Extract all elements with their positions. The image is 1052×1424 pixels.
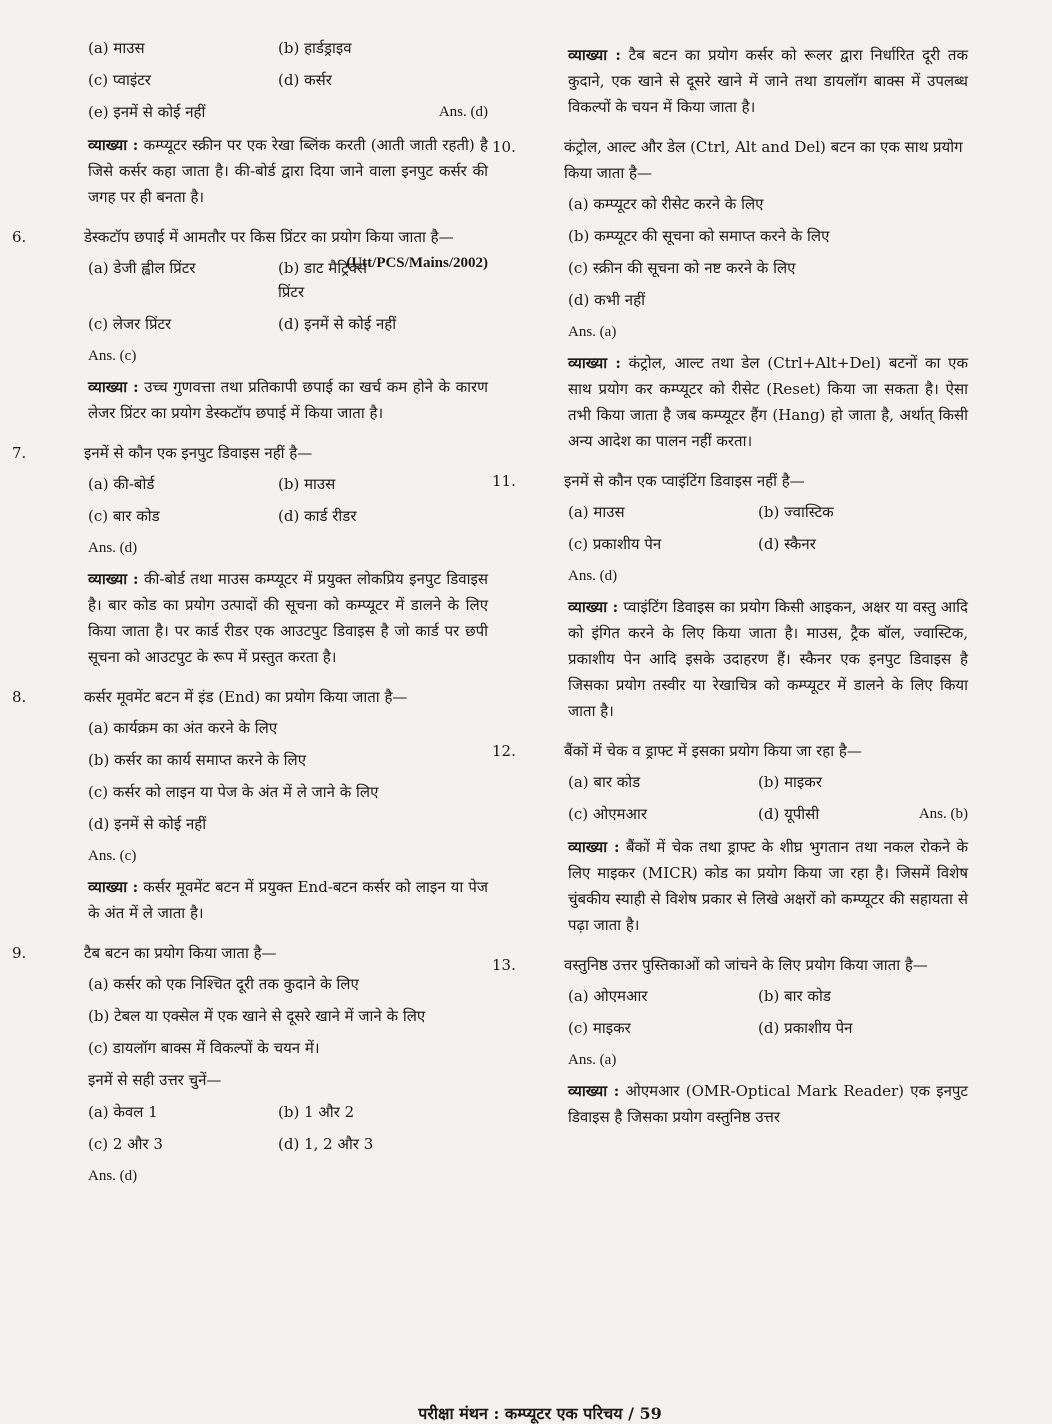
option-a: (a) बार कोड [568,773,641,791]
explanation-label: व्याख्या : [568,838,620,856]
left-column [12,36,488,1194]
question-stem: बैंकों में चेक व ड्राफ्ट में इसका प्रयोग किया जा रहा है— [564,742,862,760]
option-c: (c) प्वाइंटर [88,71,151,89]
question-number: 9. [12,944,27,962]
option-b: (b) माइकर [758,773,822,791]
option-e: (e) इनमें से कोई नहीं [88,103,206,121]
option-c: (c) कर्सर को लाइन या पेज के अंत में ले जाने के लिए [88,783,379,801]
explanation-text: बैंकों में चेक तथा ड्राफ्ट के शीघ्र भुगतान तथा नकल रोकने के लिए माइकर (MICR) कोड का प्रयोग किया जा रहा है। जिसमें विशेष चुंबकीय स्याही से विशेष प्रकार से लिखे अक्षरों को कम्प्यूटर की सहायता से पढ़ा जाता है। [568,838,968,934]
explanation [88,566,488,670]
explanation [88,874,488,926]
question-11 [492,468,968,724]
option-b: (b) कर्सर का कार्य समाप्त करने के लिए [88,751,307,769]
question-13 [492,952,968,1130]
option-a: (a) माउस [568,503,625,521]
option-b: (b) ज्वास्टिक [758,503,834,521]
option-d: (d) कर्सर [278,71,332,89]
option-d: (d) प्रकाशीय पेन [758,1019,853,1037]
explanation-text: कर्सर मूवमेंट बटन में प्रयुक्त End-बटन कर्सर को लाइन या पेज के अंत में ले जाता है। [88,878,488,922]
explanation-label: व्याख्या : [568,598,619,616]
question-10 [492,134,968,454]
answer: Ans. (d) [88,1168,138,1184]
explanation [568,350,968,454]
choice-b: (b) 1 और 2 [278,1103,355,1121]
question-12 [492,738,968,938]
option-b: (b) डाट मैट्रिक्स प्रिंटर [278,259,367,301]
answer: Ans. (d) [88,540,138,556]
explanation-text: कंट्रोल, आल्ट तथा डेल (Ctrl+Alt+Del) बटनों का एक साथ प्रयोग कर कम्प्यूटर को रीसेट (Reset) किया जा सकता है। ऐसा तभी किया जाता है जब कम्प्यूटर हैंग (Hang) हो जाता है, अर्थात् किसी अन्य आदेश का पालन नहीं करता। [568,354,968,450]
question-stem: डेस्कटॉप छपाई में आमतौर पर किस प्रिंटर का प्रयोग किया जाता है— [84,228,454,246]
option-d: (d) कार्ड रीडर [278,507,357,525]
statement-c: (c) डायलॉग बाक्स में विकल्पों के चयन में। [88,1039,320,1057]
answer: Ans. (c) [88,348,137,364]
option-c: (c) प्रकाशीय पेन [568,535,662,553]
explanation [88,132,488,210]
choice-d: (d) 1, 2 और 3 [278,1135,374,1153]
page-footer: परीक्षा मंथन : कम्प्यूटर एक परिचय / 59 [418,1404,662,1423]
explanation [568,834,968,938]
explanation-text: ओएमआर (OMR-Optical Mark Reader) एक इनपुट डिवाइस है जिसका प्रयोग वस्तुनिष्ठ उत्तर [568,1082,968,1126]
explanation-label: व्याख्या : [88,570,139,588]
option-a: (a) डेजी ह्वील प्रिंटर [88,259,196,277]
instruction: इनमें से सही उत्तर चुनें— [88,1071,222,1089]
question-9-explanation [568,42,968,120]
explanation-text: की-बोर्ड तथा माउस कम्प्यूटर में प्रयुक्त लोकप्रिय इनपुट डिवाइस है। बार कोड का प्रयोग उत्पादों की सूचना को कम्प्यूटर में डालने के लिए किया जाता है। पर कार्ड रीडर एक आउटपुट डिवाइस है जो कार्ड पर छपी सूचना को आउटपुट के रूप में प्रस्तुत करता है। [88,570,488,666]
question-number: 8. [12,688,27,706]
question-stem: कर्सर मूवमेंट बटन में इंड (End) का प्रयोग किया जाता है— [84,688,408,706]
explanation-label: व्याख्या : [88,136,139,154]
question-number: 7. [12,444,27,462]
question-number: 12. [492,742,516,760]
answer: Ans. (d) [438,104,488,120]
explanation [568,1078,968,1130]
explanation-text: कम्प्यूटर स्क्रीन पर एक रेखा ब्लिंक करती (आती जाती रहती) है जिसे कर्सर कहा जाता है। की-बोर्ड द्वारा दिया जाने वाला इनपुट कर्सर की जगह पर ही बनता है। [88,136,488,206]
question-number: 11. [492,472,516,490]
question-9 [12,940,488,1188]
explanation [568,594,968,724]
option-b: (b) कम्प्यूटर की सूचना को समाप्त करने के लिए [568,227,830,245]
question-stem: टैब बटन का प्रयोग किया जाता है— [84,944,277,962]
right-column [492,36,968,1144]
option-c: (c) माइकर [568,1019,631,1037]
question-7 [12,440,488,670]
question-number: 10. [492,138,516,156]
option-a: (a) कम्प्यूटर को रीसेट करने के लिए [568,195,764,213]
option-c: (c) लेजर प्रिंटर [88,315,172,333]
option-d: (d) इनमें से कोई नहीं [278,315,397,333]
explanation-label: व्याख्या : [88,378,139,396]
explanation-label: व्याख्या : [568,1082,620,1100]
explanation-text: उच्च गुणवत्ता तथा प्रतिकापी छपाई का खर्च कम होने के कारण लेजर प्रिंटर का प्रयोग डेस्कटॉप छपाई में किया जाता है। [88,378,488,422]
option-a: (a) माउस [88,39,145,57]
option-d: (d) यूपीसी [758,805,820,823]
question-8 [12,684,488,926]
explanation-label: व्याख्या : [568,46,621,64]
answer: Ans. (a) [568,324,617,340]
question-stem: इनमें से कौन एक इनपुट डिवाइस नहीं है— [84,444,313,462]
question-5-tail [48,36,488,210]
answer: Ans. (d) [568,568,618,584]
question-number: 13. [492,956,516,974]
explanation-text: प्वाइंटिंग डिवाइस का प्रयोग किसी आइकन, अक्षर या वस्तु आदि को इंगित करने के लिए किया जाता है। माउस, ट्रैक बॉल, ज्वास्टिक, प्रकाशीय पेन आदि इसके उदाहरण हैं। स्कैनर एक इनपुट डिवाइस है जिसका प्रयोग तस्वीर या रेखाचित्र को कम्प्यूटर में डालने के लिए किया जाता है। [568,598,968,720]
choice-a: (a) केवल 1 [88,1103,158,1121]
question-6 [12,224,488,426]
question-number: 6. [12,228,27,246]
choice-c: (c) 2 और 3 [88,1135,163,1153]
question-stem: कंट्रोल, आल्ट और डेल (Ctrl, Alt and Del) बटन का एक साथ प्रयोग किया जाता है— [564,138,963,182]
question-stem: वस्तुनिष्ठ उत्तर पुस्तिकाओं को जांचने के लिए प्रयोग किया जाता है— [564,956,928,974]
option-d: (d) कभी नहीं [568,291,645,309]
source-tag: (Utt/PCS/Mains/2002) [346,255,488,271]
option-d: (d) स्कैनर [758,535,816,553]
answer: Ans. (b) [918,806,968,822]
option-b: (b) बार कोड [758,987,831,1005]
option-b: (b) माउस [278,475,336,493]
statement-b: (b) टेबल या एक्सेल में एक खाने से दूसरे खाने में जाने के लिए [88,1007,426,1025]
option-a: (a) ओएमआर [568,987,648,1005]
answer: Ans. (a) [568,1052,617,1068]
explanation-text: टैब बटन का प्रयोग कर्सर को रूलर द्वारा निर्धारित दूरी तक कुदाने, एक खाने से दूसरे खाने में जाने तथा डायलॉग बाक्स में उपलब्ध विकल्पों के चयन में किया जाता है। [568,46,968,116]
statement-a: (a) कर्सर को एक निश्चित दूरी तक कुदाने के लिए [88,975,359,993]
question-stem: इनमें से कौन एक प्वाइंटिंग डिवाइस नहीं है— [564,472,805,490]
explanation-label: व्याख्या : [568,354,621,372]
option-b: (b) हार्डड्राइव [278,39,352,57]
option-a: (a) कार्यक्रम का अंत करने के लिए [88,719,278,737]
option-c: (c) ओएमआर [568,805,647,823]
option-c: (c) स्क्रीन की सूचना को नष्ट करने के लिए [568,259,796,277]
explanation [88,374,488,426]
answer: Ans. (c) [88,848,137,864]
option-c: (c) बार कोड [88,507,160,525]
option-d: (d) इनमें से कोई नहीं [88,815,207,833]
explanation-label: व्याख्या : [88,878,139,896]
option-a: (a) की-बोर्ड [88,475,155,493]
